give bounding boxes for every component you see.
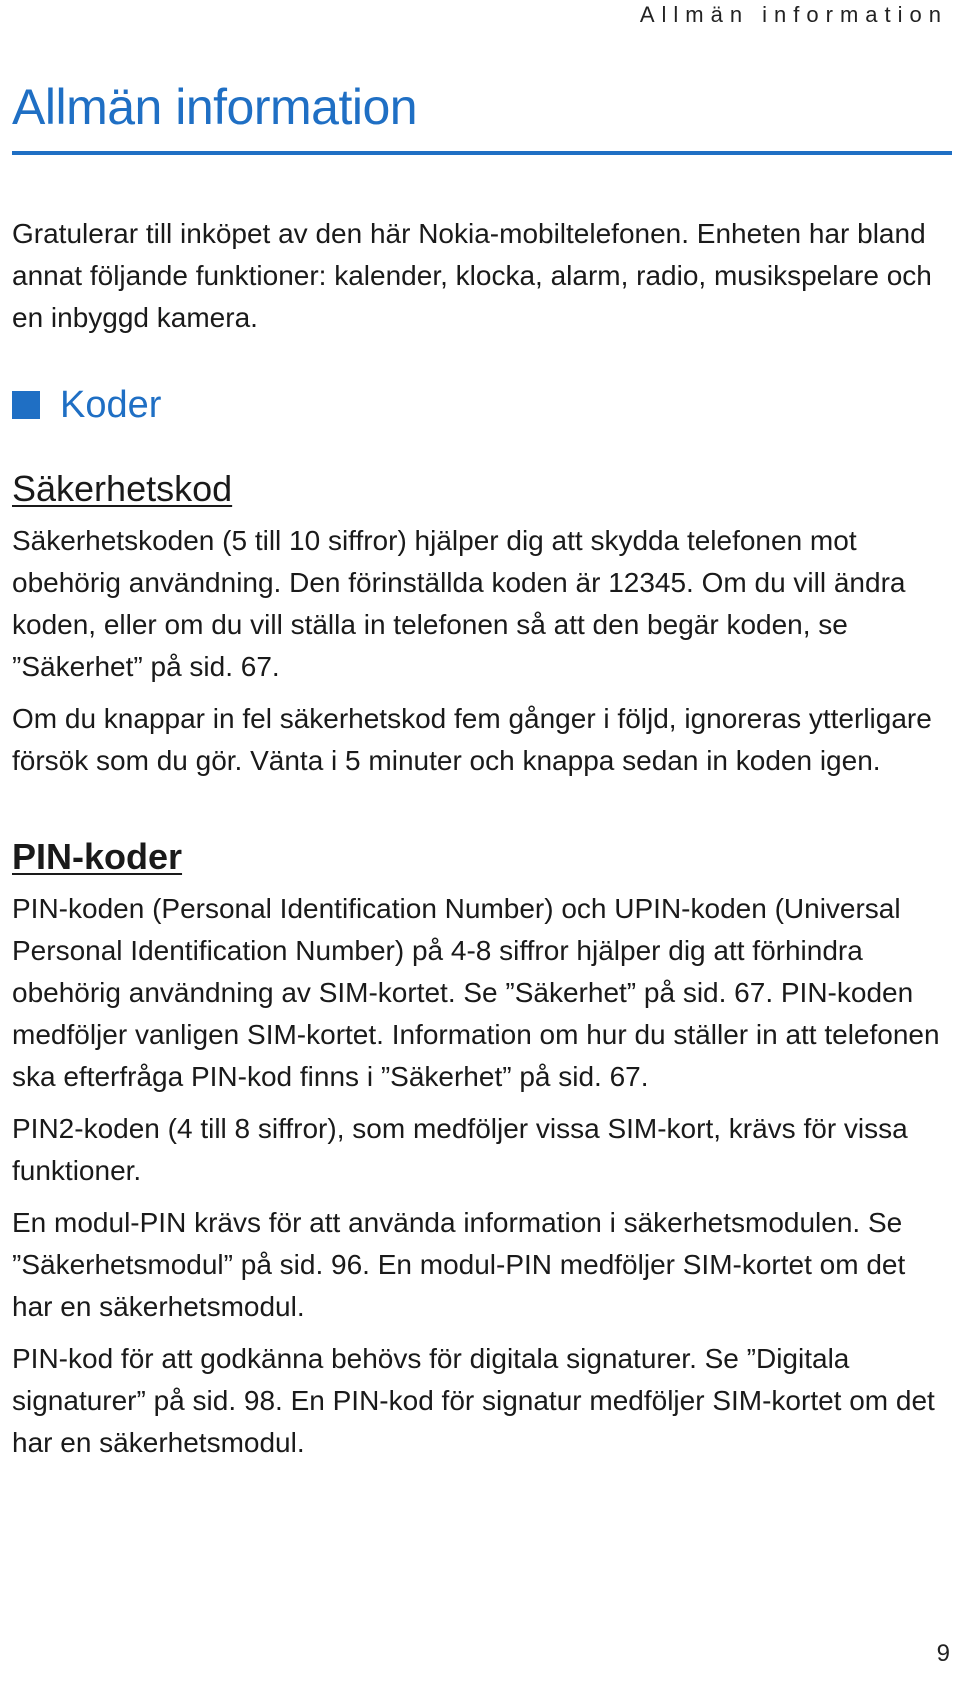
pin-codes-paragraph-3: En modul-PIN krävs för att använda information i säkerhetsmodulen. Se ”Säkerhetsmodul” på sid. 96. En modul-PIN medföljer SIM-kortet om det har en säkerhetsmodul. bbox=[12, 1207, 906, 1322]
intro-paragraph: Gratulerar till inköpet av den här Nokia-mobiltelefonen. Enheten har bland annat följande funktioner: kalender, klocka, alarm, radio, musikspelare och en inbyggd kamera. bbox=[12, 218, 932, 333]
pin-codes-paragraph-1: PIN-koden (Personal Identification Number) och UPIN-koden (Universal Personal Identification Number) på 4-8 siffror hjälper dig att förhindra obehörig användning av SIM-kortet. Se ”Säkerhet” på sid. 67. PIN-koden medföljer vanligen SIM-kortet. Information om hur du ställer in att telefonen ska efterfråga PIN-kod finns i ”Säkerhet” på sid. 67. bbox=[12, 893, 940, 1092]
pin-codes-paragraph-4: PIN-kod för att godkänna behövs för digitala signaturer. Se ”Digitala signaturer” på sid. 98. En PIN-kod för signatur medföljer SIM-kortet om det har en säkerhetsmodul. bbox=[12, 1343, 935, 1458]
page-title: Allmän information bbox=[12, 79, 418, 135]
security-code-paragraph-1: Säkerhetskoden (5 till 10 siffror) hjälper dig att skydda telefonen mot obehörig användning. Den förinställda koden är 12345. Om du vill ändra koden, eller om du vill ställa in telefonen så att den begär koden, se ”Säkerhet” på sid. 67. bbox=[12, 525, 906, 682]
subheading-security-code: Säkerhetskod bbox=[12, 468, 233, 509]
title-rule bbox=[12, 151, 952, 155]
section-title: Koder bbox=[60, 383, 162, 426]
section-heading-koder bbox=[12, 384, 942, 426]
subheading-pin-codes: PIN-koder bbox=[12, 836, 183, 877]
page-number: 9 bbox=[936, 1640, 950, 1667]
document-body bbox=[12, 213, 942, 1464]
square-bullet-icon bbox=[12, 391, 40, 419]
security-code-paragraph-2: Om du knappar in fel säkerhetskod fem gånger i följd, ignoreras ytterligare försök som du gör. Vänta i 5 minuter och knappa sedan in koden igen. bbox=[12, 703, 932, 776]
pin-codes-paragraph-2: PIN2-koden (4 till 8 siffror), som medföljer vissa SIM-kort, krävs för vissa funktioner. bbox=[12, 1113, 908, 1186]
running-header: Allmän information bbox=[639, 2, 948, 27]
